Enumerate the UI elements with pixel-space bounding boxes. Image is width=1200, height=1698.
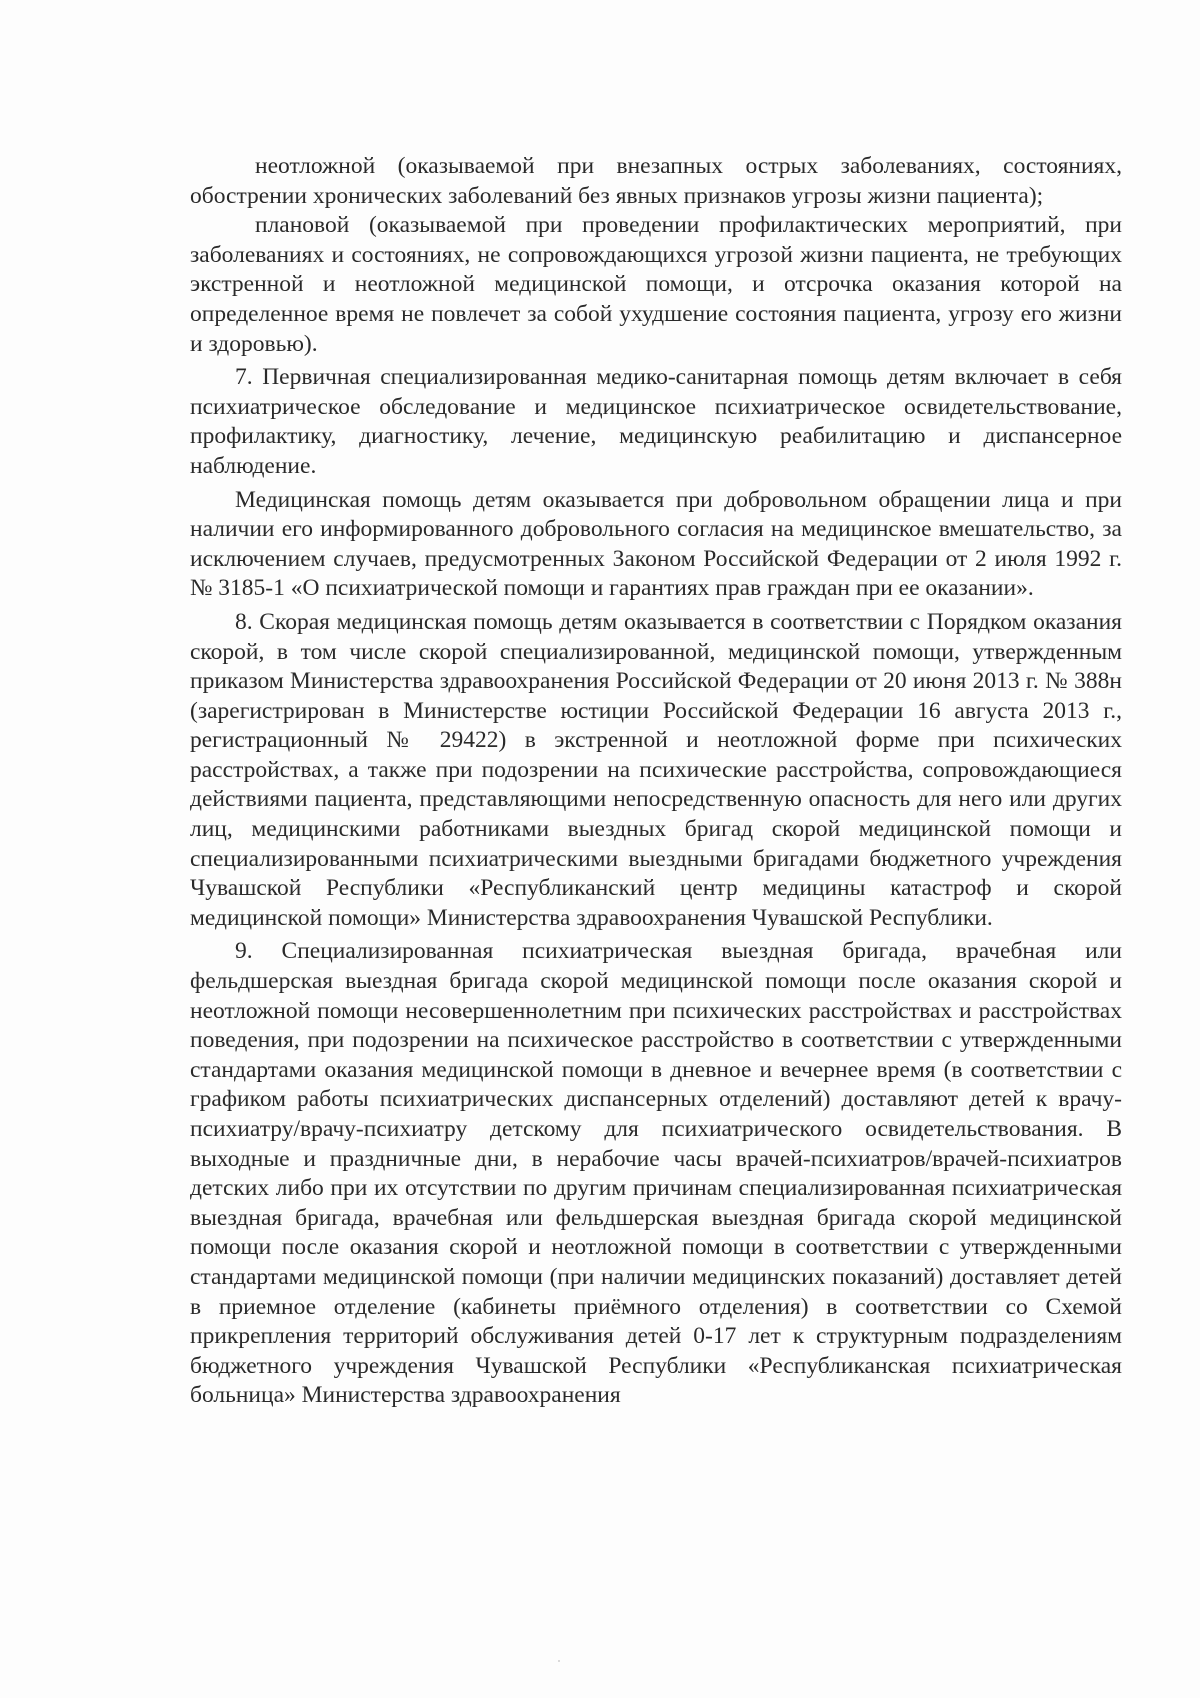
paragraph-item-7: 7. Первичная специализированная медико-санитарная помощь детям включает в себя психиатрическое обследование и медицинское психиатрическое освидетельствование, профилактику, диагностику, лечение, медицинскую реабилитацию и диспансерное наблюдение.: [190, 364, 1122, 479]
paragraph-urgent-care: неотложной (оказываемой при внезапных острых заболеваниях, состояниях, обострении хронических заболеваний без явных признаков угрозы жизни пациента);: [190, 153, 1122, 209]
paragraph-voluntary-consent: Медицинская помощь детям оказывается при добровольном обращении лица и при наличии его информированного добровольного согласия на медицинское вмешательство, за исключением случаев, предусмотренных Законом Российской Федерации от 2 июля 1992 г. № 3185-1 «О психиатрической помощи и гарантиях прав граждан при ее оказании».: [190, 486, 1122, 602]
document-body: [190, 152, 1122, 1411]
paragraph-item-8: 8. Скорая медицинская помощь детям оказывается в соответствии с Порядком оказания скорой, в том числе скорой специализированной, медицинской помощи, утвержденным приказом Министерства здравоохранения Российской Федерации от 20 июня 2013 г. № 388н (зарегистрирован в Министерстве юстиции Российской Федерации 16 августа 2013 г., регистрационный № 29422) в экстренной и неотложной форме при психических расстройствах, а также при подозрении на психические расстройства, сопровождающиеся действиями пациента, представляющими непосредственную опасность для него или других лиц, медицинскими работниками выездных бригад скорой медицинской помощи и специализированными психиатрическими выездными бригадами бюджетного учреждения Чувашской Республики «Республиканский центр медицины катастроф и скорой медицинской помощи» Министерства здравоохранения Чувашской Республики.: [190, 608, 1122, 931]
paragraph-planned-care: плановой (оказываемой при проведении профилактических мероприятий, при заболеваниях и состояниях, не сопровождающихся угрозой жизни пациента, не требующих экстренной и неотложной медицинской помощи, и отсрочка оказания которой на определенное время не повлечет за собой ухудшение состояния пациента, угрозу его жизни и здоровью).: [190, 212, 1122, 357]
paragraph-item-9: 9. Специализированная психиатрическая выездная бригада, врачебная или фельдшерская выездная бригада скорой медицинской помощи после оказания скорой и неотложной помощи несовершеннолетним при психических расстройствах и расстройствах поведения, при подозрении на психическое расстройство в соответствии с утвержденными стандартами оказания медицинской помощи в дневное и вечернее время (в соответствии с графиком работы психиатрических диспансерных отделений) доставляют детей к врачу-психиатру/врачу-психиатру детскому для психиатрического освидетельствования. В выходные и праздничные дни, в нерабочие часы врачей-психиатров/врачей-психиатров детских либо при их отсутствии по другим причинам специализированная психиатрическая выездная бригада, врачебная или фельдшерская выездная бригада скорой медицинской помощи после оказания скорой и неотложной помощи в соответствии с утвержденными стандартами медицинской помощи (при наличии медицинских показаний) доставляет детей в приемное отделение (кабинеты приёмного отделения) в соответствии со Схемой прикрепления территорий обслуживания детей 0-17 лет к структурным подразделениям бюджетного учреждения Чувашской Республики «Республиканская психиатрическая больница» Министерства здравоохранения: [190, 938, 1122, 1409]
scan-speck: [558, 1660, 560, 1662]
